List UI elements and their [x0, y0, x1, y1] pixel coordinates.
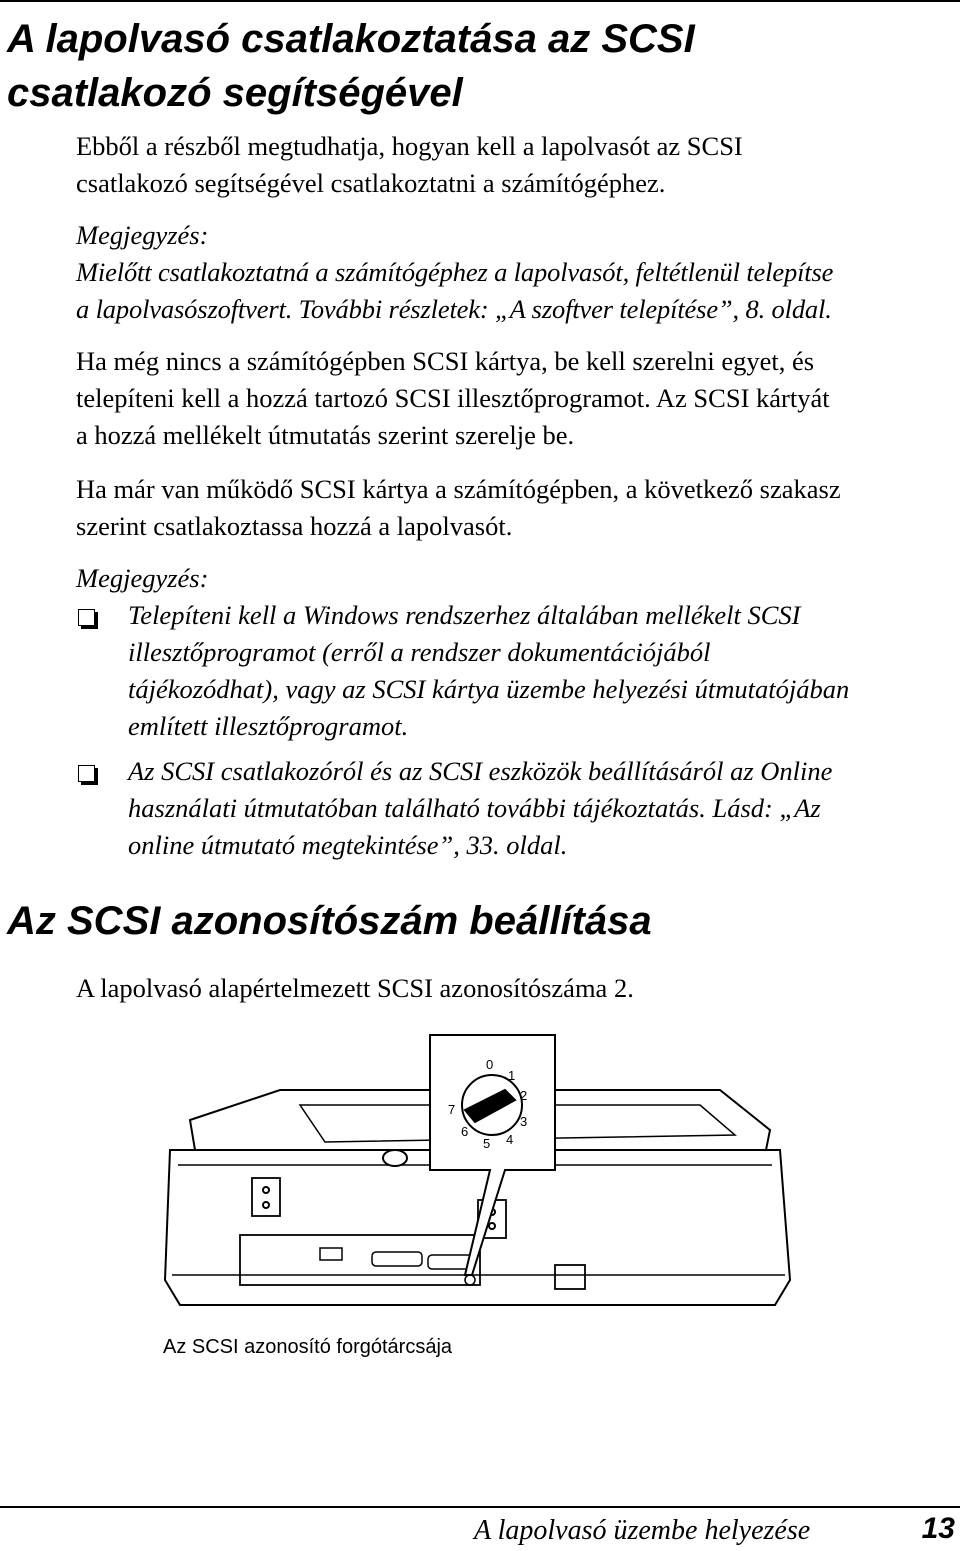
- list-item: [76, 597, 956, 745]
- checkbox-bullet-icon: [78, 765, 95, 782]
- dial-number-3: 3: [520, 1114, 528, 1129]
- para2-line1: Ha még nincs a számítógépben SCSI kártya, be kell szerelni egyet, és: [76, 346, 815, 376]
- item1-line2: illesztőprogramot (erről a rendszer dokumentációjából: [128, 637, 711, 667]
- dial-number-7: 7: [448, 1102, 456, 1117]
- para2-line2: telepíteni kell a hozzá tartozó SCSI illesztőprogramot. Az SCSI kártyát: [76, 383, 830, 413]
- item2-line2: használati útmutatóban található további tájékoztatás. Lásd: „Az: [128, 793, 821, 823]
- page-number: 13: [921, 1512, 955, 1545]
- dial-number-6: 6: [461, 1124, 469, 1139]
- list-item: [76, 753, 956, 864]
- intro-paragraph: [76, 128, 956, 202]
- para3-line1: Ha már van működő SCSI kártya a számítógépben, a következő szakasz: [76, 474, 841, 504]
- figure-caption: Az SCSI azonosító forgótárcsája: [163, 1336, 453, 1358]
- paragraph-3: [76, 471, 956, 545]
- top-rule: [0, 0, 960, 2]
- footer-rule: [0, 1506, 960, 1508]
- dial-number-4: 4: [506, 1132, 514, 1147]
- checkbox-bullet-icon: [78, 609, 95, 626]
- page-heading-line1: A lapolvasó csatlakoztatása az SCSI: [7, 17, 695, 61]
- paragraph-4: [76, 970, 956, 1007]
- lid-knob: [383, 1150, 407, 1166]
- dial-number-5: 5: [483, 1136, 491, 1151]
- dial-number-0: 0: [486, 1057, 494, 1072]
- note1-line2: a lapolvasószoftvert. További részletek: „A szoftver telepítése”, 8. oldal.: [76, 294, 832, 324]
- section-heading: Az SCSI azonosítószám beállítása: [7, 899, 652, 943]
- note1: [76, 217, 956, 328]
- note2-title-wrap: [76, 560, 956, 597]
- item2-line1: Az SCSI csatlakozóról és az SCSI eszközök beállításáról az Online: [128, 756, 833, 786]
- note1-title: Megjegyzés:: [76, 220, 209, 250]
- para4-text: A lapolvasó alapértelmezett SCSI azonosítószáma 2.: [76, 973, 634, 1003]
- footer-title: A lapolvasó üzembe helyezése: [474, 1515, 811, 1546]
- scanner-illustration: [160, 1030, 800, 1360]
- note2-title: Megjegyzés:: [76, 563, 209, 593]
- paragraph-2: [76, 343, 956, 454]
- item2-line3: online útmutató megtekintése”, 33. oldal.: [128, 830, 568, 860]
- item1-line4: említett illesztőprogramot.: [128, 711, 409, 741]
- dial-number-2: 2: [520, 1088, 528, 1103]
- page-heading-line2: csatlakozó segítségével: [7, 71, 463, 115]
- dial-number-1: 1: [508, 1068, 516, 1083]
- item1-line3: tájékozódhat), vagy az SCSI kártya üzembe helyezési útmutatójában: [128, 674, 850, 704]
- page-heading: [7, 12, 695, 120]
- item1-line1: Telepíteni kell a Windows rendszerhez általában mellékelt SCSI: [128, 600, 801, 630]
- intro-line1: Ebből a részből megtudhatja, hogyan kell a lapolvasót az SCSI: [76, 131, 743, 161]
- intro-line2: csatlakozó segítségével csatlakoztatni a számítógéphez.: [76, 168, 666, 198]
- note1-line1: Mielőtt csatlakoztatná a számítógéphez a lapolvasót, feltétlenül telepítse: [76, 257, 834, 287]
- para2-line3: a hozzá mellékelt útmutatás szerint szerelje be.: [76, 420, 575, 450]
- note2-list: [76, 597, 956, 864]
- para3-line2: szerint csatlakoztassa hozzá a lapolvasót.: [76, 511, 513, 541]
